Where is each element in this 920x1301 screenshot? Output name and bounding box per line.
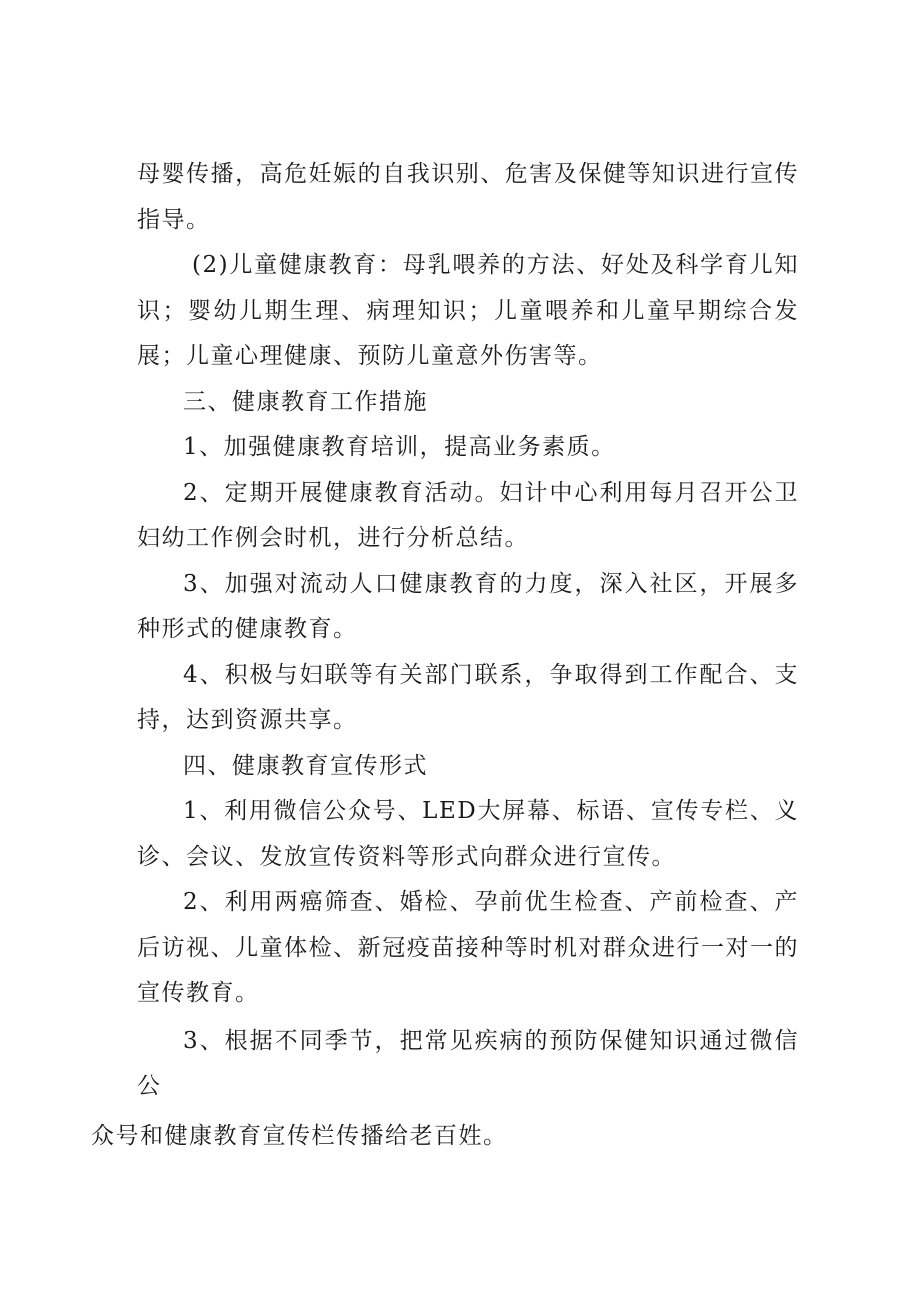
document-body — [91, 152, 799, 1159]
measure-item-1: 1、加强健康教育培训，提高业务素质。 — [183, 434, 616, 460]
measure-item-3: 3、加强对流动人口健康教育的力度，深入社区，开展多种形式的健康教育。 — [137, 570, 799, 642]
form-item-3 — [91, 1019, 799, 1160]
form-item-1: 1、利用微信公众号、LED大屏幕、标语、宣传专栏、义诊、会议、发放宣传资料等形式向群众进行宣传。 — [137, 798, 799, 870]
section-heading-forms: 四、健康教育宣传形式 — [183, 752, 428, 779]
section-heading-measures: 三、健康教育工作措施 — [183, 388, 428, 415]
form-item-2: 2、利用两癌筛查、婚检、孕前优生检查、产前检查、产后访视、儿童体检、新冠疫苗接种等时机对群众进行一对一的宣传教育。 — [137, 889, 799, 1006]
form-item-3-line-2: 众号和健康教育宣传栏传播给老百姓。 — [91, 1122, 508, 1149]
measure-item-4: 4、积极与妇联等有关部门联系，争取得到工作配合、支持，达到资源共享。 — [137, 661, 799, 733]
form-item-3-line-1: 3、根据不同季节，把常见疾病的预防保健知识通过微信公 — [137, 1027, 799, 1099]
measure-item-2: 2、定期开展健康教育活动。妇计中心利用每月召开公卫妇幼工作例会时机，进行分析总结。 — [137, 479, 799, 551]
paragraph-continuation: 母婴传播，高危妊娠的自我识别、危害及保健等知识进行宣传指导。 — [137, 161, 799, 233]
paragraph-child-health-education: (2)儿童健康教育：母乳喂养的方法、好处及科学育儿知识；婴幼儿期生理、病理知识；儿童喂养和儿童早期综合发展；儿童心理健康、预防儿童意外伤害等。 — [137, 252, 799, 369]
